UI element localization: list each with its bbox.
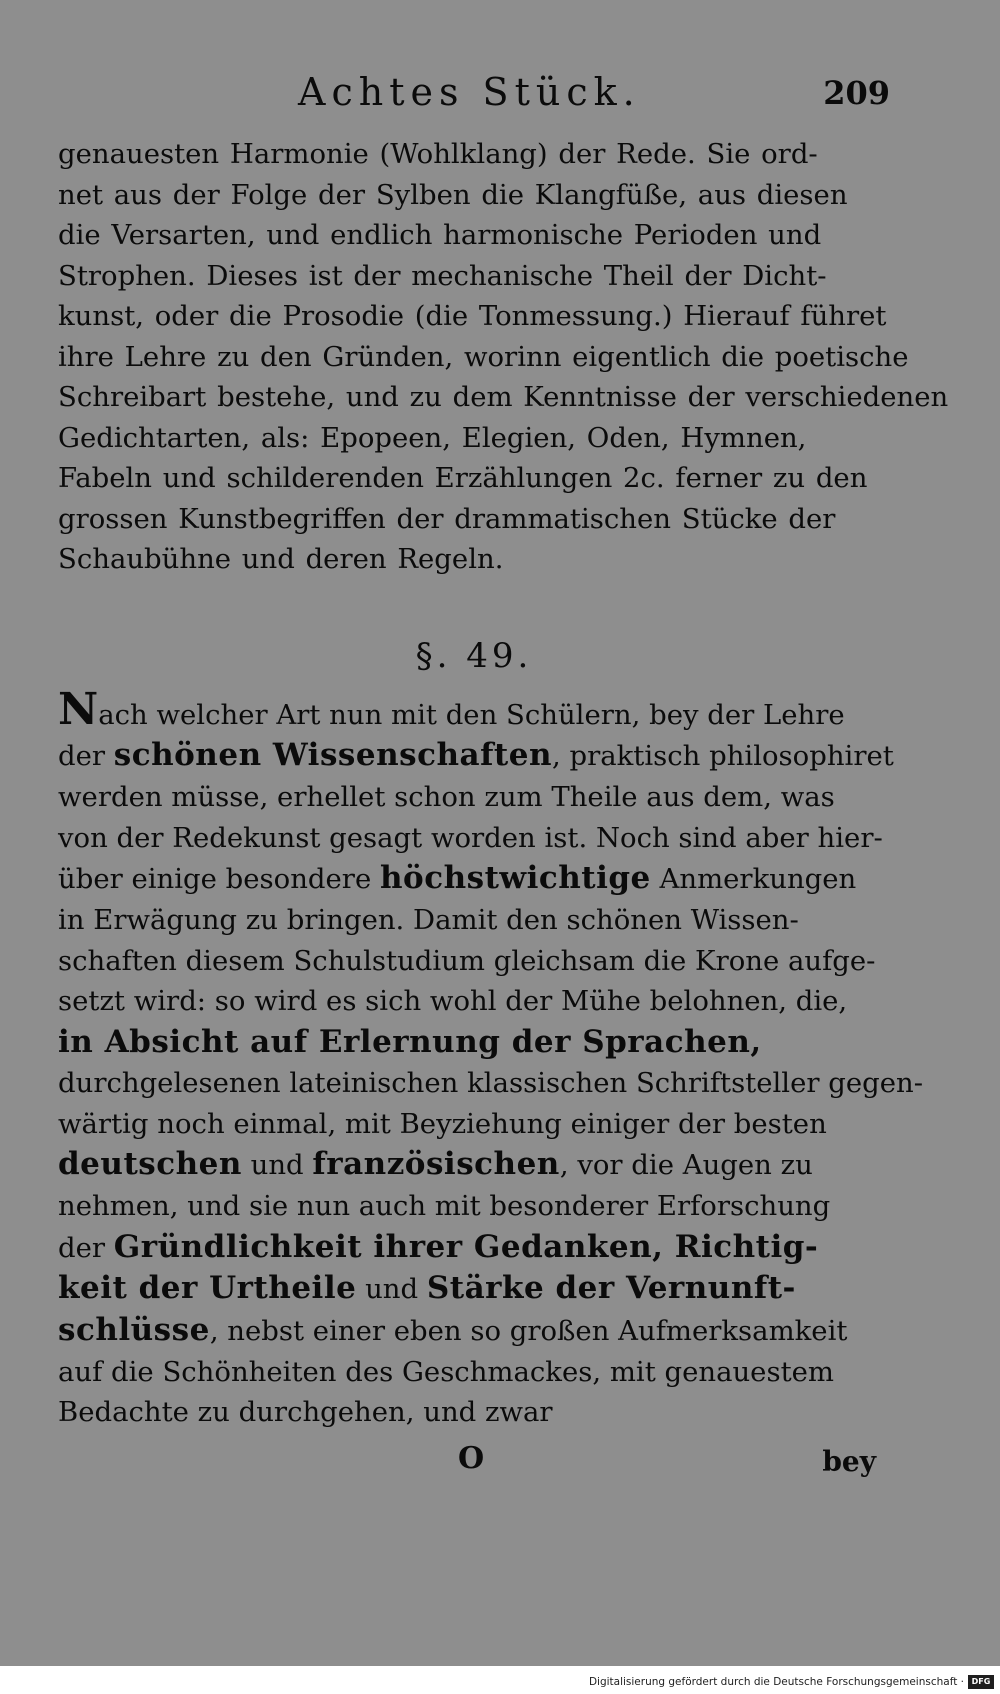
text-run: , vor die Augen zu bbox=[559, 1149, 813, 1182]
text-line: Fabeln und schilderenden Erzählungen 2c. ferner zu den bbox=[58, 462, 868, 494]
text-run: der bbox=[58, 1231, 114, 1264]
text-line: grossen Kunstbegriffen der drammatischen Stücke der bbox=[58, 502, 836, 535]
text-line bbox=[58, 1268, 890, 1310]
text-line: Strophen. Dieses ist der mechanische Theil der Dicht- bbox=[58, 259, 827, 292]
emphasis: keit der Urtheile bbox=[58, 1270, 357, 1307]
text-run: , nebst einer eben so großen Aufmerksamkeit bbox=[209, 1315, 848, 1348]
text-line bbox=[58, 683, 890, 736]
text-line: wärtig noch einmal, mit Beyziehung einiger der besten bbox=[58, 1107, 827, 1140]
text-line: werden müsse, erhellet schon zum Theile aus dem, was bbox=[58, 780, 835, 813]
text-line: Schreibart bestehe, und zu dem Kenntnisse der verschiedenen bbox=[58, 381, 949, 413]
text-line: setzt wird: so wird es sich wohl der Mühe belohnen, die, bbox=[58, 985, 848, 1018]
text-line: durchgelesenen lateinischen klassischen Schriftsteller gegen- bbox=[58, 1066, 924, 1099]
emphasis: schönen Wissenschaften bbox=[113, 737, 552, 774]
paragraph-2 bbox=[58, 683, 924, 1434]
emphasis: schlüsse bbox=[58, 1312, 210, 1349]
text-line: Schaubühne und deren Regeln. bbox=[58, 543, 504, 575]
text-line: die Versarten, und endlich harmonische Perioden und bbox=[58, 219, 822, 251]
text-line bbox=[58, 1227, 890, 1269]
text-run: und bbox=[356, 1273, 427, 1306]
page-foot bbox=[58, 1441, 890, 1491]
text-run: Anmerkungen bbox=[650, 863, 857, 896]
text-line bbox=[58, 858, 890, 900]
text-line: genauesten Harmonie (Wohlklang) der Rede. Sie ord- bbox=[58, 138, 818, 170]
text-line bbox=[58, 735, 894, 777]
text-run: über einige besondere bbox=[58, 863, 380, 896]
text-line: auf die Schönheiten des Geschmackes, mit genauestem bbox=[58, 1355, 834, 1388]
text-line bbox=[58, 1144, 890, 1186]
footer-credit: Digitalisierung gefördert durch die Deutsche Forschungsgemeinschaft · bbox=[588, 1676, 964, 1688]
page-number: 209 bbox=[823, 74, 890, 112]
running-title: Achtes Stück. bbox=[298, 70, 641, 114]
emphasis: deutschen bbox=[58, 1146, 242, 1183]
page-content bbox=[58, 70, 949, 1491]
paragraph-1 bbox=[58, 134, 949, 580]
emphasis: höchstwichtige bbox=[379, 860, 651, 897]
emphasis: Stärke der Vernunft- bbox=[426, 1270, 796, 1307]
footer-bar bbox=[0, 1666, 1000, 1694]
section-heading: §. 49. bbox=[415, 635, 533, 676]
drop-cap: N bbox=[58, 683, 99, 735]
running-head bbox=[58, 70, 890, 134]
emphasis-line: in Absicht auf Erlernung der Sprachen, bbox=[58, 1024, 762, 1061]
text-run: ach welcher Art nun mit den Schülern, bey der Lehre bbox=[98, 698, 845, 731]
text-run: der bbox=[58, 740, 114, 773]
text-run: , praktisch philosophiret bbox=[551, 740, 894, 773]
signature-mark: O bbox=[458, 1441, 485, 1477]
catchword: bey bbox=[822, 1445, 876, 1479]
text-line bbox=[58, 1310, 890, 1352]
emphasis: französischen bbox=[312, 1146, 560, 1183]
text-run: und bbox=[241, 1149, 313, 1182]
text-line: Bedachte zu durchgehen, und zwar bbox=[58, 1396, 553, 1429]
text-line: Gedichtarten, als: Epopeen, Elegien, Oden, Hymnen, bbox=[58, 421, 807, 454]
emphasis: Gründlichkeit ihrer Gedanken, Richtig- bbox=[113, 1228, 819, 1265]
text-line: von der Redekunst gesagt worden ist. Noch sind aber hier- bbox=[58, 821, 883, 854]
text-line: net aus der Folge der Sylben die Klangfüße, aus diesen bbox=[58, 178, 848, 211]
dfg-logo-icon: DFG bbox=[968, 1675, 994, 1689]
text-line: in Erwägung zu bringen. Damit den schönen Wissen- bbox=[58, 904, 799, 937]
text-line: schaften diesem Schulstudium gleichsam die Krone aufge- bbox=[58, 944, 876, 977]
text-line: ihre Lehre zu den Gründen, worinn eigentlich die poetische bbox=[58, 340, 909, 373]
text-line: kunst, oder die Prosodie (die Tonmessung.) Hierauf führet bbox=[58, 300, 887, 332]
text-line: nehmen, und sie nun auch mit besonderer Erforschung bbox=[58, 1189, 831, 1222]
